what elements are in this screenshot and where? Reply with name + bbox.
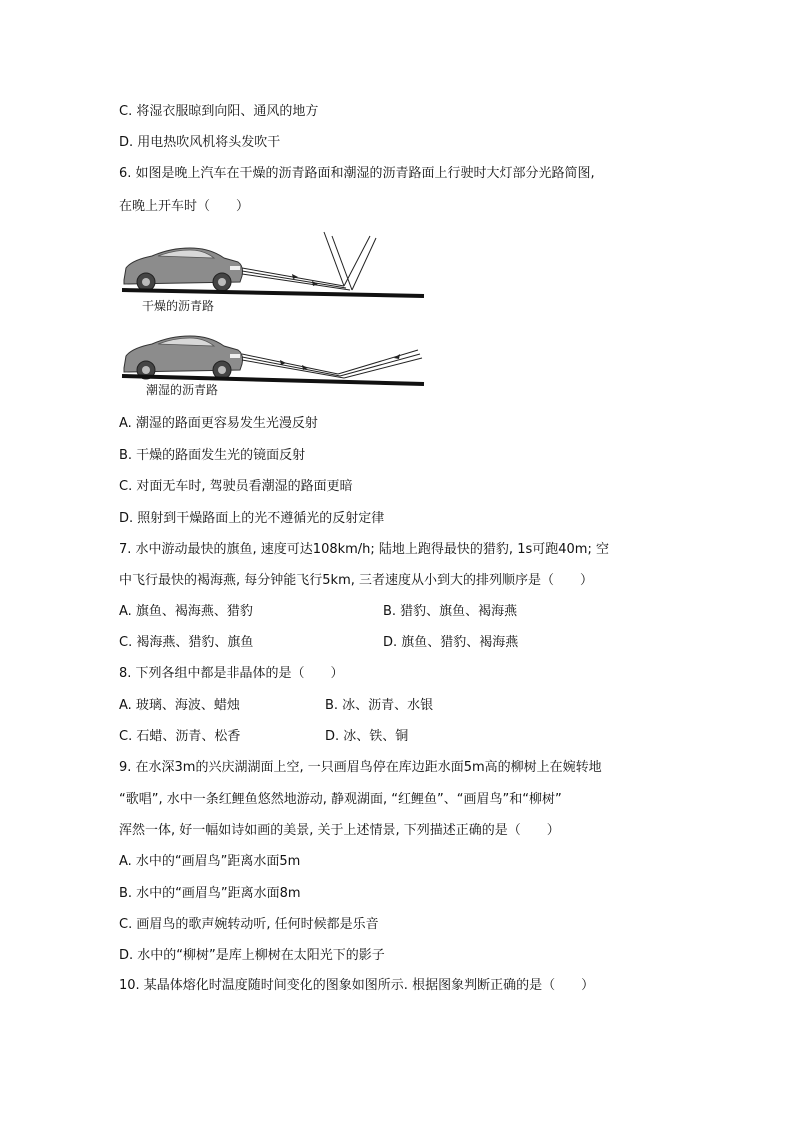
dry-road-caption: 干燥的沥青路: [142, 299, 215, 313]
q7-stem-line1: 7. 水中游动最快的旗鱼, 速度可达108km/h; 陆地上跑得最快的猎豹, 1s可跑40m; 空: [119, 542, 609, 557]
q7-option-a: A. 旗鱼、褐海燕、猎豹: [119, 604, 253, 619]
q8-option-d: D. 冰、铁、铜: [325, 729, 409, 744]
car-icon: [124, 248, 243, 291]
q5-option-d: D. 用电热吹风机将头发吹干: [119, 135, 281, 150]
q6-stem-line2: 在晚上开车时（ ）: [119, 199, 250, 214]
q10-stem: 10. 某晶体熔化时温度随时间变化的图象如图所示. 根据图象判断正确的是（ ）: [119, 978, 595, 993]
q6-option-d: D. 照射到干燥路面上的光不遵循光的反射定律: [119, 511, 385, 526]
wet-road-figure: [118, 326, 430, 386]
q9-stem-line3: 浑然一体, 好一幅如诗如画的美景, 关于上述情景, 下列描述正确的是（ ）: [119, 823, 560, 838]
q6-option-b: B. 干燥的路面发生光的镜面反射: [119, 448, 306, 463]
q6-option-a: A. 潮湿的路面更容易发生光漫反射: [119, 416, 318, 431]
wet-road-caption: 潮湿的沥青路: [146, 383, 219, 397]
q7-option-c: C. 褐海燕、猎豹、旗鱼: [119, 635, 254, 650]
car-icon: [124, 336, 243, 379]
q9-option-c: C. 画眉鸟的歌声婉转动听, 任何时候都是乐音: [119, 917, 379, 932]
q9-stem-line1: 9. 在水深3m的兴庆湖湖面上空, 一只画眉鸟停在库边距水面5m高的柳树上在婉转地: [119, 760, 602, 775]
q8-option-c: C. 石蜡、沥青、松香: [119, 729, 241, 744]
q8-stem: 8. 下列各组中都是非晶体的是（ ）: [119, 666, 344, 681]
q9-option-b: B. 水中的“画眉鸟”距离水面8m: [119, 886, 301, 901]
q7-option-b: B. 猎豹、旗鱼、褐海燕: [383, 604, 518, 619]
q9-option-a: A. 水中的“画眉鸟”距离水面5m: [119, 854, 301, 869]
q8-option-a: A. 玻璃、海波、蜡烛: [119, 698, 240, 713]
q8-option-b: B. 冰、沥青、水银: [325, 698, 434, 713]
q5-option-c: C. 将湿衣服晾到向阳、通风的地方: [119, 104, 319, 119]
q9-option-d: D. 水中的“柳树”是库上柳树在太阳光下的影子: [119, 948, 385, 963]
q6-option-c: C. 对面无车时, 驾驶员看潮湿的路面更暗: [119, 479, 353, 494]
q7-stem-line2: 中飞行最快的褐海燕, 每分钟能飞行5km, 三者速度从小到大的排列顺序是（ ）: [119, 573, 593, 588]
q7-option-d: D. 旗鱼、猎豹、褐海燕: [383, 635, 519, 650]
q6-stem-line1: 6. 如图是晚上汽车在干燥的沥青路面和潮湿的沥青路面上行驶时大灯部分光路简图,: [119, 166, 595, 181]
q9-stem-line2: “歌唱”, 水中一条红鲤鱼悠然地游动, 静观湖面, “红鲤鱼”、“画眉鸟”和“柳树”: [119, 792, 562, 807]
dry-road-figure: [118, 228, 430, 300]
